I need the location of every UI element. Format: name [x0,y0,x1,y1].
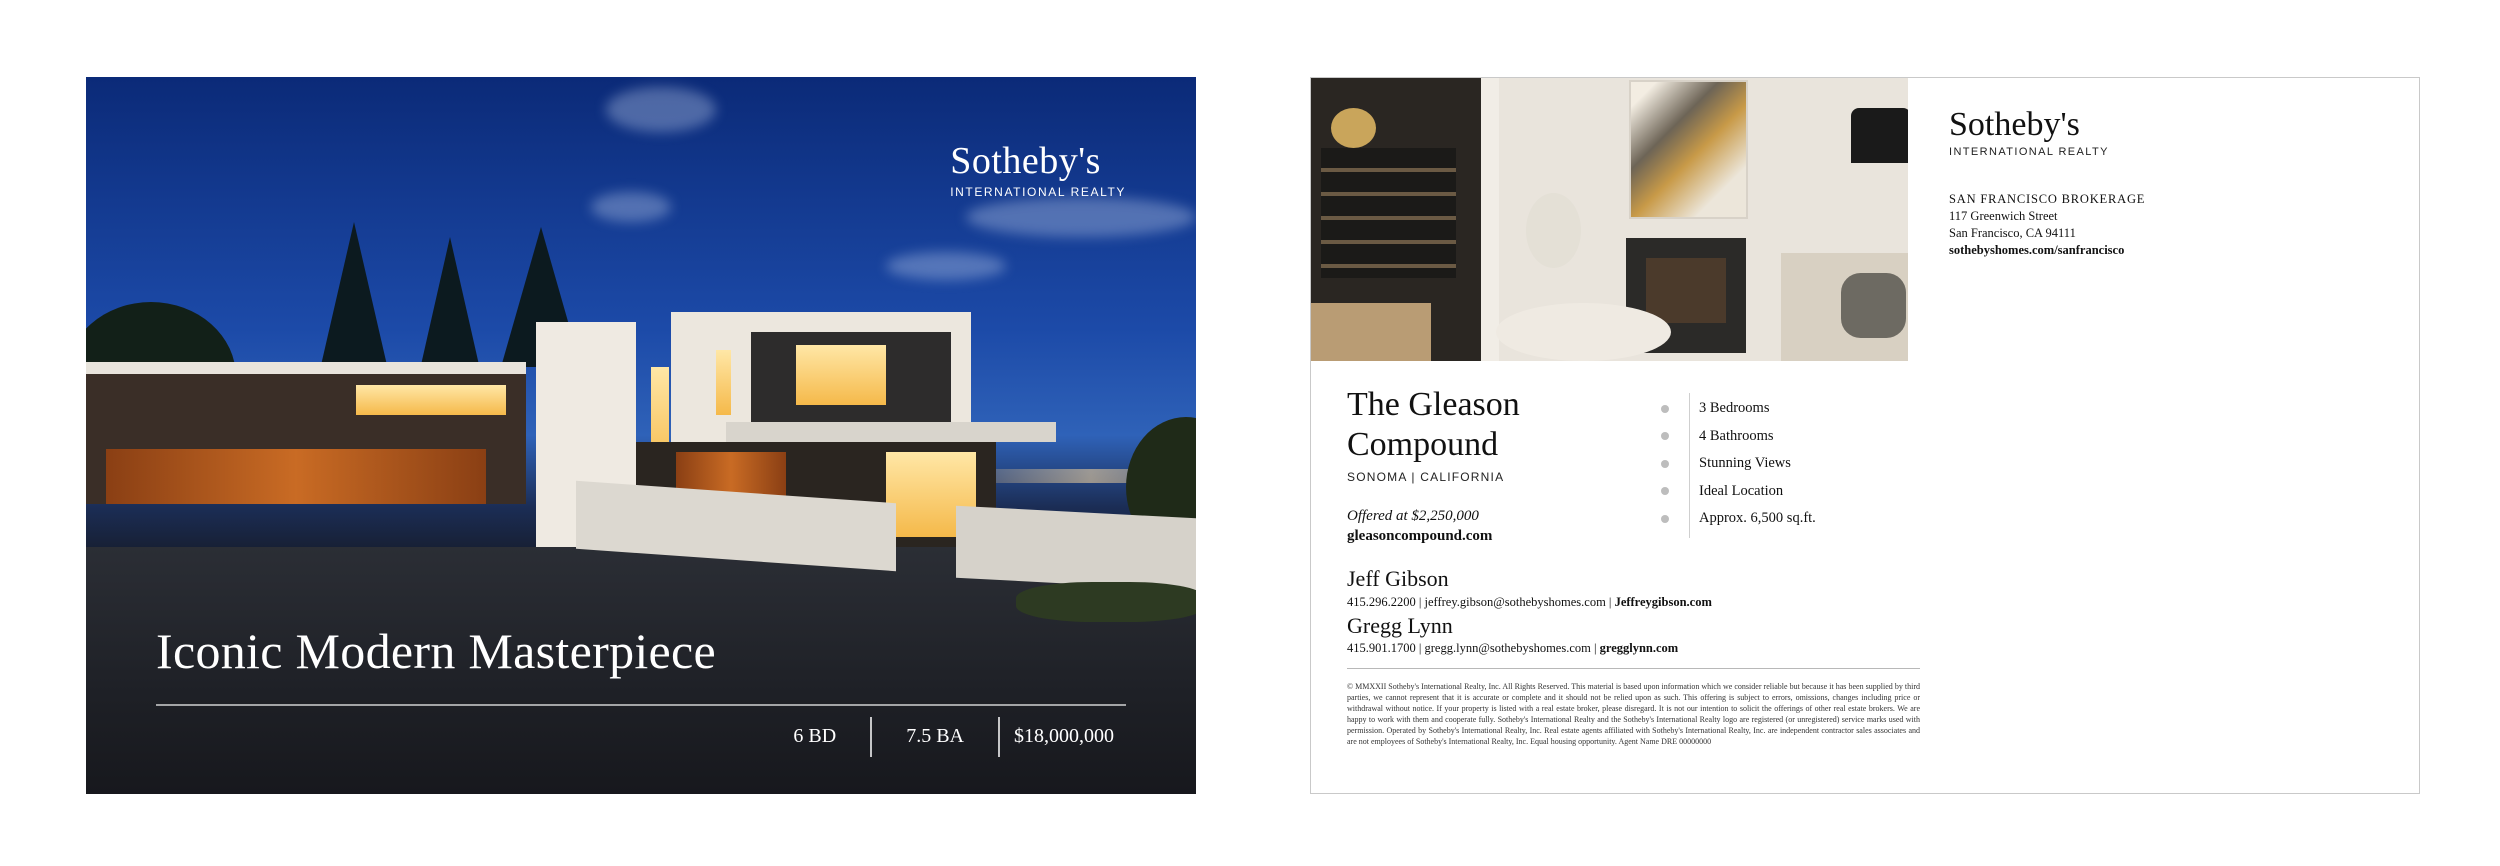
offer-price: Offered at $2,250,000 [1347,508,1479,524]
bullet-icon [1661,515,1669,523]
office-address [1949,191,2145,259]
feature-item [1661,423,1816,451]
interior-photo [1311,78,1908,361]
sothebys-logo [950,139,1126,199]
brand-name: Sotheby's [1949,106,2080,143]
armchair [1311,303,1431,361]
feature-item [1661,478,1816,506]
agent-phone[interactable]: 415.296.2200 [1347,595,1416,609]
lamp-shade [1851,108,1908,163]
abstract-painting [1629,80,1748,219]
garden-wall-right [956,506,1196,591]
property-title-line: The Gleason [1347,386,1520,423]
agent-website[interactable]: gregglynn.com [1599,641,1679,655]
property-stats [759,717,1126,757]
feature-label: 3 Bedrooms [1699,400,1770,417]
divider [1347,668,1920,669]
bathrooms-stat: 7.5 BA [906,725,964,747]
bookshelf [1321,148,1456,278]
agent-contact: 415.901.1700 | gregg.lynn@sothebyshomes.com | gregglynn.com [1347,641,1679,655]
bullet-icon [1661,487,1669,495]
cloud [886,252,1006,280]
brand-subtitle: INTERNATIONAL REALTY [950,185,1126,199]
brand-subtitle: INTERNATIONAL REALTY [1949,146,2109,158]
feature-label: Stunning Views [1699,455,1791,472]
chandelier [1331,108,1376,148]
doorframe [1481,78,1499,361]
headline: Iconic Modern Masterpiece [156,623,717,679]
coffee-table [1496,303,1671,361]
agent-email[interactable]: jeffrey.gibson@sothebyshomes.com [1424,595,1606,609]
feature-item [1661,395,1816,423]
cloud [966,197,1196,237]
office-city: San Francisco, CA 94111 [1949,226,2076,240]
legal-disclaimer: © MMXXII Sotheby's International Realty, Inc. All Rights Reserved. This material is based upon information which we consider reliable but because it has been supplied by third parties, we cannot represent that it is accurate or complete and it should not be relied upon as such. This offering is subject to errors, omissions, changes including price or withdrawal without notice. If your property is listed with a real estate broker, please disregard. It is not our intention to solicit the offerings of other real estate brokers. We are happy to work with them and cooperate fully. Sotheby's International Realty and the Sotheby's International Realty logo are registered (or unregistered) service marks used with permission. Operated by Sotheby's International Realty, Inc. Real estate agents affiliated with Sotheby's International Realty, Inc. are independent contractor sales associates and are not employees of Sotheby's International Realty, Inc. Equal housing opportunity. Agent Name DRE 00000000 [1347,682,1920,746]
garage-door [106,449,486,504]
upper-window-left [716,350,731,415]
agent-email[interactable]: gregg.lynn@sothebyshomes.com [1424,641,1591,655]
divider [156,704,1126,706]
feature-item [1661,505,1816,533]
postcard-back [1310,77,2420,794]
upper-window [796,345,886,405]
bullet-icon [1661,460,1669,468]
cloud [591,192,671,222]
agent-name: Gregg Lynn [1347,613,1453,638]
house-roof-left [86,362,526,374]
feature-label: Approx. 6,500 sq.ft. [1699,510,1816,527]
property-location: SONOMA | CALIFORNIA [1347,470,1505,484]
cushion [1841,273,1906,338]
agent-phone[interactable]: 415.901.1700 [1347,641,1416,655]
bullet-icon [1661,432,1669,440]
agent-website[interactable]: Jeffreygibson.com [1614,595,1712,609]
sothebys-logo [1949,106,2109,158]
brand-name: Sotheby's [950,140,1101,182]
cloud [606,87,716,132]
balcony [726,422,1056,442]
property-title [1347,385,1647,465]
feature-label: 4 Bathrooms [1699,427,1774,444]
office-title: SAN FRANCISCO BROKERAGE [1949,192,2146,206]
feature-item [1661,450,1816,478]
agent-contact: 415.296.2200 | jeffrey.gibson@sothebyshomes.com | Jeffreygibson.com [1347,595,1712,609]
agent-name: Jeff Gibson [1347,566,1449,591]
price-stat: $18,000,000 [1014,725,1114,747]
window-strip [356,385,506,415]
fireplace-opening [1646,258,1726,323]
orchid-plant [1526,193,1581,268]
property-website[interactable]: gleasoncompound.com [1347,528,1493,544]
feature-label: Ideal Location [1699,482,1784,499]
office-street: 117 Greenwich Street [1949,209,2058,223]
bedrooms-stat: 6 BD [793,725,837,747]
office-website[interactable]: sothebyshomes.com/sanfrancisco [1949,243,2125,257]
bullet-icon [1661,405,1669,413]
postcard-front [86,77,1196,794]
features-list [1661,395,1816,533]
hedge [1016,582,1196,622]
property-title-line: Compound [1347,426,1499,463]
